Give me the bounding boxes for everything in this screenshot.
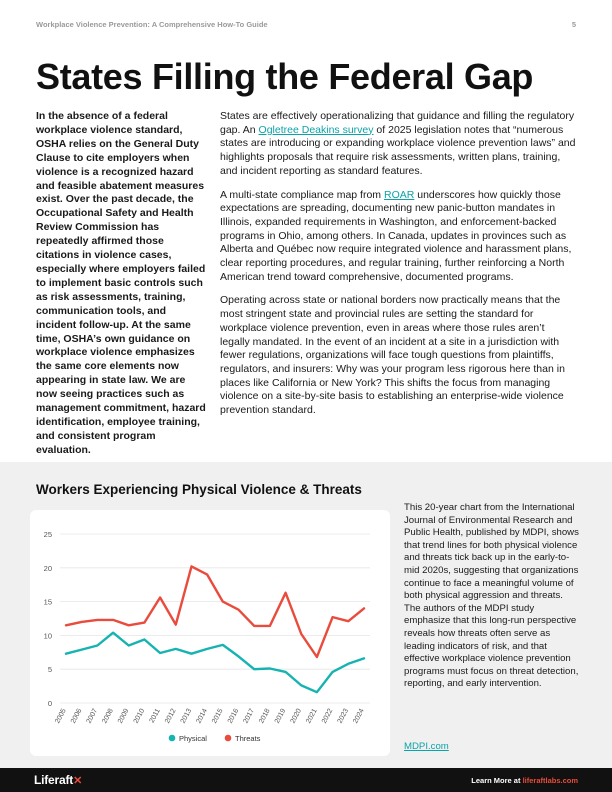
left-column-text: In the absence of a federal workplace violence standard, OSHA relies on the General Duty Clause to cite employers when violence is a recognized hazard and feasible abatement measures exist. Over the past decade, the Occupational Safety and Health Review Commission has repeatedly affirmed those citations in violence cases, especially where employers failed to implement basic controls such as risk assessments, training, communication tools, and incident follow-up. At the same time, OSHA’s own guidance on workplace violence emphasizes the same core elements now appearing in state law. We are now seeing practices such as management commitment, hazard identification, employee training, and consistent program evaluation. <box>36 110 206 456</box>
x-tick-label: 2013 <box>179 707 194 725</box>
footer-cta <box>471 776 578 785</box>
x-tick-label: 2006 <box>69 707 84 725</box>
liferaftlabs-link[interactable]: liferaftlabs.com <box>522 776 578 785</box>
threats-series-line <box>66 566 364 657</box>
x-tick-label: 2021 <box>305 707 319 725</box>
x-tick-label: 2016 <box>226 707 241 725</box>
line-chart <box>30 510 390 756</box>
cta-prefix: Learn More at <box>471 776 523 785</box>
chart-card <box>30 510 390 756</box>
paragraph-2 <box>220 189 576 285</box>
paragraph-3: Operating across state or national borders now practically means that the most stringent state and provincial rules are setting the standard for workplace violence prevention, even in areas where those rules aren’t legally mandated. In the event of an incident at a site in a jurisdiction with fewer regulations, organizations will face tough questions from plaintiffs, regulators, and insurers: Why was your program less rigorous here than in places like California or New York? This shifts the focus from managing violence on a site-by-site basis to establishing an enterprise-wide violence prevention standard. <box>220 294 565 417</box>
threats-legend-marker <box>225 735 232 742</box>
logo-mark-icon: ✕ <box>73 775 83 787</box>
x-tick-label: 2009 <box>117 707 131 725</box>
threats-legend-label: Threats <box>235 734 261 743</box>
physical-legend-marker <box>169 735 176 742</box>
running-header <box>36 20 576 34</box>
paragraph-1-start: States are effectively operationalizing that guidance and filling the regulatory gap. An <box>220 110 575 136</box>
chart-description: This 20-year chart from the International Journal of Environmental Research and Public Health, published by MDPI, shows that trend lines for both physical violence and threats tick back up in the early-to-mid 2020s, suggesting that organizations continue to face a meaningful volume of both physical aggression and threats. The authors of the MDPI study emphasize that this long-run perspective reveals how threats often serve as leading indicators of risk, and that effective workplace violence prevention programs must focus on threat detection, reporting, and early intervention. <box>404 502 579 690</box>
y-tick-label: 5 <box>47 665 52 675</box>
x-tick-label: 2017 <box>242 707 256 725</box>
page-title: States Filling the Federal Gap <box>36 56 534 97</box>
x-tick-label: 2022 <box>320 707 335 725</box>
x-tick-label: 2007 <box>85 707 100 725</box>
header-doc-title: Workplace Violence Prevention: A Comprehensive How-To Guide <box>36 20 268 29</box>
roar-link[interactable]: ROAR <box>383 188 415 201</box>
y-tick-label: 20 <box>43 563 52 573</box>
physical-series-line <box>66 633 364 693</box>
x-tick-label: 2011 <box>148 707 162 725</box>
paragraph-2-start: A multi-state compliance map from <box>220 188 384 201</box>
ogletree-deakins-survey-link[interactable]: Ogletree Deakins survey <box>258 123 374 136</box>
page-number: 5 <box>571 20 576 29</box>
x-tick-label: 2010 <box>132 707 147 725</box>
logo-text: Liferaft <box>34 773 74 787</box>
x-tick-label: 2014 <box>195 707 209 725</box>
paragraph-2-end: underscores how quickly those expectations are spreading, documenting new panic-button mandates in Illinois, expanded requirements in Washington, and enforcement-backed programs in Ohio, among others. In Canada, updates in provinces such as Alberta and Québec now require integrated violence and harassment plans, clear reporting procedures, and regular training, further reinforcing a North American trend toward comprehensive, documented programs. <box>220 188 572 283</box>
x-tick-label: 2015 <box>211 707 225 725</box>
y-tick-label: 0 <box>47 699 52 708</box>
y-tick-label: 15 <box>43 597 52 607</box>
paragraph-1 <box>220 110 576 179</box>
x-tick-label: 2023 <box>336 707 351 725</box>
liferaft-logo <box>34 773 82 787</box>
x-tick-label: 2024 <box>352 707 366 725</box>
footer-bar <box>0 768 612 792</box>
chart-title: Workers Experiencing Physical Violence & Threats <box>36 482 362 497</box>
x-tick-label: 2008 <box>101 707 115 725</box>
y-tick-label: 10 <box>43 631 52 641</box>
right-column <box>220 110 576 428</box>
x-tick-label: 2020 <box>289 707 304 725</box>
x-tick-label: 2018 <box>258 707 272 725</box>
x-tick-label: 2012 <box>164 707 178 725</box>
y-tick-label: 25 <box>43 530 52 539</box>
mdpi-source-link[interactable]: MDPI.com <box>404 741 449 752</box>
physical-legend-label: Physical <box>179 734 207 743</box>
x-tick-label: 2005 <box>54 707 68 725</box>
paragraph-1-end: of 2025 legislation notes that “numerous states are introducing or expanding workplace violence prevention laws” and highlights proposals that require risk assessments, written plans, training, and incident reporting as standard features. <box>220 123 576 177</box>
chart-section <box>0 462 612 768</box>
x-tick-label: 2019 <box>273 707 288 725</box>
